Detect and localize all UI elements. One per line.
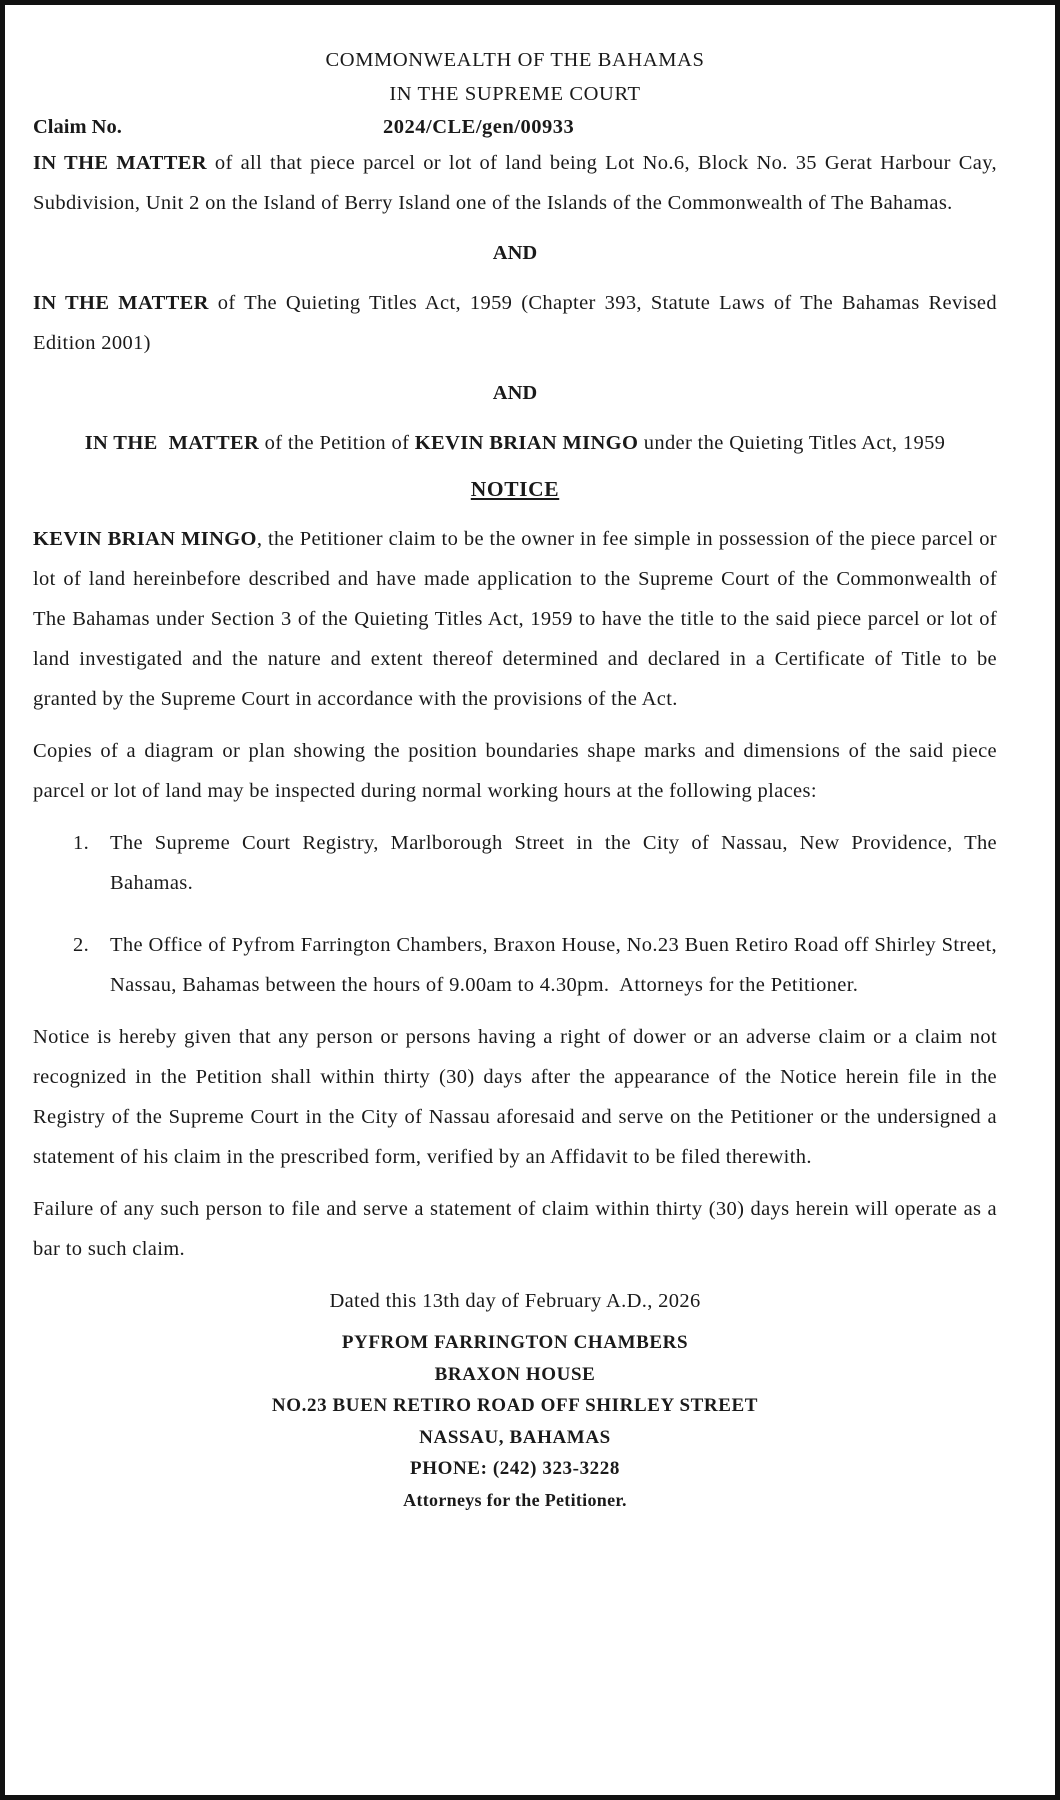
jurisdiction-heading: COMMONWEALTH OF THE BAHAMAS bbox=[325, 49, 705, 71]
notice-paragraph-inspection: Copies of a diagram or plan showing the position boundaries shape marks and dimensions of the said piece parcel or lot of land may be inspected during normal working hours at the following places: bbox=[33, 740, 997, 802]
matter-land bbox=[33, 143, 997, 223]
list-item bbox=[33, 823, 997, 903]
petitioner-name: KEVIN BRIAN MINGO bbox=[414, 432, 639, 454]
firm-phone: PHONE: (242) 323-3228 bbox=[410, 1458, 620, 1479]
matter-act-lead: IN THE MATTER bbox=[33, 292, 209, 314]
claim-number: 2024/CLE/gen/00933 bbox=[383, 116, 575, 138]
inspection-places-list bbox=[33, 823, 1003, 1005]
firm-street: NO.23 BUEN RETIRO ROAD OFF SHIRLEY STREET bbox=[271, 1395, 759, 1416]
firm-city: NASSAU, BAHAMAS bbox=[419, 1426, 611, 1448]
claim-label: Claim No. bbox=[33, 116, 122, 138]
matter-petition-lead: IN THE MATTER bbox=[84, 432, 260, 454]
matter-petition-tail: under the Quieting Titles Act, 1959 bbox=[638, 432, 946, 454]
matter-petition bbox=[33, 423, 997, 463]
court-heading: IN THE SUPREME COURT bbox=[389, 83, 641, 105]
list-item-text: The Supreme Court Registry, Marlborough Street in the City of Nassau, New Providence, The Bahamas. bbox=[110, 832, 997, 894]
notice-paragraph-claim-text: , the Petitioner claim to be the owner in fee simple in possession of the piece parcel or lot of land hereinbefore described and have made application to the Supreme Court of the Commonwealth of The Bahamas under Section 3 of the Quieting Titles Act, 1959 to have the title to the said piece parcel or lot of land investigated and the nature and extent thereof determined and declared in a Certificate of Title to be granted by the Supreme Court in accordance with the provisions of the Act. bbox=[33, 528, 997, 710]
list-item bbox=[33, 925, 1003, 1005]
signature-block bbox=[33, 1327, 997, 1516]
and-separator: AND bbox=[492, 382, 538, 404]
notice-paragraph-claims: Notice is hereby given that any person or persons having a right of dower or an adverse claim or a claim not recognized in the Petition shall within thirty (30) days after the appearance of the Notice herein file in the Registry of the Supreme Court in the City of Nassau aforesaid and serve on the Petitioner or the undersigned a statement of his claim in the prescribed form, verified by an Affidavit to be filed therewith. bbox=[33, 1026, 997, 1168]
petitioner-name: KEVIN BRIAN MINGO bbox=[33, 528, 257, 550]
list-item-number: 1. bbox=[73, 832, 90, 854]
claim-row bbox=[33, 111, 997, 143]
and-separator: AND bbox=[492, 242, 538, 264]
list-item-text: The Office of Pyfrom Farrington Chambers, Braxon House, No.23 Buen Retiro Road off Shirley Street, Nassau, Bahamas between the hours of 9.00am to 4.30pm. Attorneys for the Petitioner. bbox=[110, 934, 1003, 996]
firm-name: PYFROM FARRINGTON CHAMBERS bbox=[341, 1332, 689, 1353]
notice-paragraph-claim bbox=[33, 519, 997, 719]
list-item-number: 2. bbox=[73, 934, 90, 956]
matter-land-text: of all that piece parcel or lot of land being Lot No.6, Block No. 35 Gerat Harbour Cay, Subdivision, Unit 2 on the Island of Berry Island one of the Islands of the Commonwealth of The Bahamas. bbox=[33, 152, 997, 214]
notice-title: NOTICE bbox=[470, 477, 560, 501]
matter-act-text: of The Quieting Titles Act, 1959 (Chapter 393, Statute Laws of The Bahamas Revised Edition 2001) bbox=[33, 292, 997, 354]
matter-petition-mid: of the Petition of bbox=[259, 432, 415, 454]
matter-land-lead: IN THE MATTER bbox=[33, 152, 207, 174]
matter-act bbox=[33, 283, 997, 363]
firm-building: BRAXON HOUSE bbox=[434, 1363, 596, 1385]
firm-role: Attorneys for the Petitioner. bbox=[403, 1489, 627, 1510]
dated-line: Dated this 13th day of February A.D., 2026 bbox=[329, 1290, 701, 1312]
notice-paragraph-failure: Failure of any such person to file and serve a statement of claim within thirty (30) days herein will operate as a bar to such claim. bbox=[33, 1198, 997, 1260]
